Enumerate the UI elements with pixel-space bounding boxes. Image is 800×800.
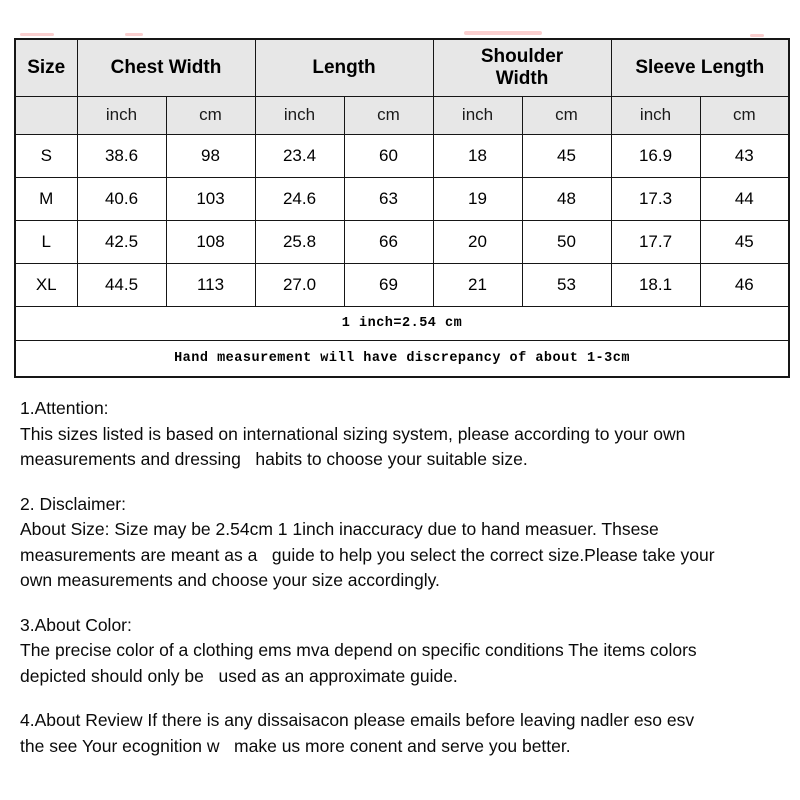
table-row-m xyxy=(15,177,789,220)
unit-cell: inch xyxy=(77,96,166,134)
data-cell: 45 xyxy=(522,134,611,177)
note-heading: 1.Attention: xyxy=(20,398,109,418)
notes-section xyxy=(20,396,772,778)
data-cell: 17.7 xyxy=(611,220,700,263)
data-cell: 18.1 xyxy=(611,263,700,306)
data-cell: 44.5 xyxy=(77,263,166,306)
note-text-line: 4.About Review If there is any dissaisacon please emails before leaving nadler eso esv xyxy=(20,710,695,730)
note-text-line: The precise color of a clothing ems mva depend on specific conditions The items colors xyxy=(20,640,697,660)
data-cell: 19 xyxy=(433,177,522,220)
header-row xyxy=(15,39,789,96)
note-text-line: measurements and dressing habits to choose your suitable size. xyxy=(20,449,528,469)
note-text-line: the see Your ecognition w make us more conent and serve you better. xyxy=(20,735,571,756)
note-text-line: measurements are meant as a guide to help you select the correct size.Please take your xyxy=(20,544,715,565)
data-cell: 43 xyxy=(700,134,789,177)
data-cell: 48 xyxy=(522,177,611,220)
col-header-chest-width: Chest Width xyxy=(77,39,255,96)
note-disclaimer xyxy=(20,492,772,594)
data-cell: 53 xyxy=(522,263,611,306)
data-cell: 17.3 xyxy=(611,177,700,220)
conversion-note: 1 inch=2.54 cm xyxy=(15,306,789,340)
unit-cell: cm xyxy=(166,96,255,134)
measurement-note-row xyxy=(15,340,789,377)
note-text-line: depicted should only be used as an approximate guide. xyxy=(20,665,458,686)
data-cell: 63 xyxy=(344,177,433,220)
col-header-sleeve-length: Sleeve Length xyxy=(611,39,789,96)
col-header-shoulder-width: Shoulder Width xyxy=(433,39,611,96)
data-cell: 50 xyxy=(522,220,611,263)
table-row-xl xyxy=(15,263,789,306)
note-text-line: own measurements and choose your size accordingly. xyxy=(20,570,440,590)
note-heading: 2. Disclaimer: xyxy=(20,493,126,514)
note-about-review xyxy=(20,708,772,759)
size-label: S xyxy=(15,134,77,177)
red-annotation-mark xyxy=(750,34,764,37)
unit-cell: inch xyxy=(611,96,700,134)
unit-row xyxy=(15,96,789,134)
note-heading: 3.About Color: xyxy=(20,614,132,635)
unit-cell: inch xyxy=(255,96,344,134)
data-cell: 21 xyxy=(433,263,522,306)
data-cell: 27.0 xyxy=(255,263,344,306)
red-annotation-mark xyxy=(125,33,143,36)
data-cell: 108 xyxy=(166,220,255,263)
data-cell: 113 xyxy=(166,263,255,306)
data-cell: 20 xyxy=(433,220,522,263)
table-row-l xyxy=(15,220,789,263)
data-cell: 46 xyxy=(700,263,789,306)
note-text-line: About Size: Size may be 2.54cm 1 1inch inaccuracy due to hand measuer. Thsese xyxy=(20,519,659,539)
unit-cell: cm xyxy=(344,96,433,134)
data-cell: 23.4 xyxy=(255,134,344,177)
conversion-note-row xyxy=(15,306,789,340)
data-cell: 18 xyxy=(433,134,522,177)
data-cell: 25.8 xyxy=(255,220,344,263)
measurement-note: Hand measurement will have discrepancy of about 1-3cm xyxy=(15,340,789,377)
col-header-size: Size xyxy=(15,39,77,96)
data-cell: 40.6 xyxy=(77,177,166,220)
data-cell: 38.6 xyxy=(77,134,166,177)
unit-cell: cm xyxy=(700,96,789,134)
red-annotation-mark xyxy=(20,33,54,36)
data-cell: 45 xyxy=(700,220,789,263)
note-attention xyxy=(20,396,772,473)
unit-cell-empty xyxy=(15,96,77,134)
red-annotation-mark xyxy=(464,31,542,35)
note-text-line: This sizes listed is based on international sizing system, please according to your own xyxy=(20,423,686,444)
data-cell: 42.5 xyxy=(77,220,166,263)
table-row-s xyxy=(15,134,789,177)
data-cell: 103 xyxy=(166,177,255,220)
unit-cell: cm xyxy=(522,96,611,134)
data-cell: 24.6 xyxy=(255,177,344,220)
data-cell: 98 xyxy=(166,134,255,177)
data-cell: 44 xyxy=(700,177,789,220)
size-chart-table xyxy=(14,38,790,378)
col-header-length: Length xyxy=(255,39,433,96)
note-about-color xyxy=(20,613,772,690)
data-cell: 16.9 xyxy=(611,134,700,177)
data-cell: 66 xyxy=(344,220,433,263)
size-label: XL xyxy=(15,263,77,306)
size-label: M xyxy=(15,177,77,220)
data-cell: 60 xyxy=(344,134,433,177)
unit-cell: inch xyxy=(433,96,522,134)
data-cell: 69 xyxy=(344,263,433,306)
size-label: L xyxy=(15,220,77,263)
